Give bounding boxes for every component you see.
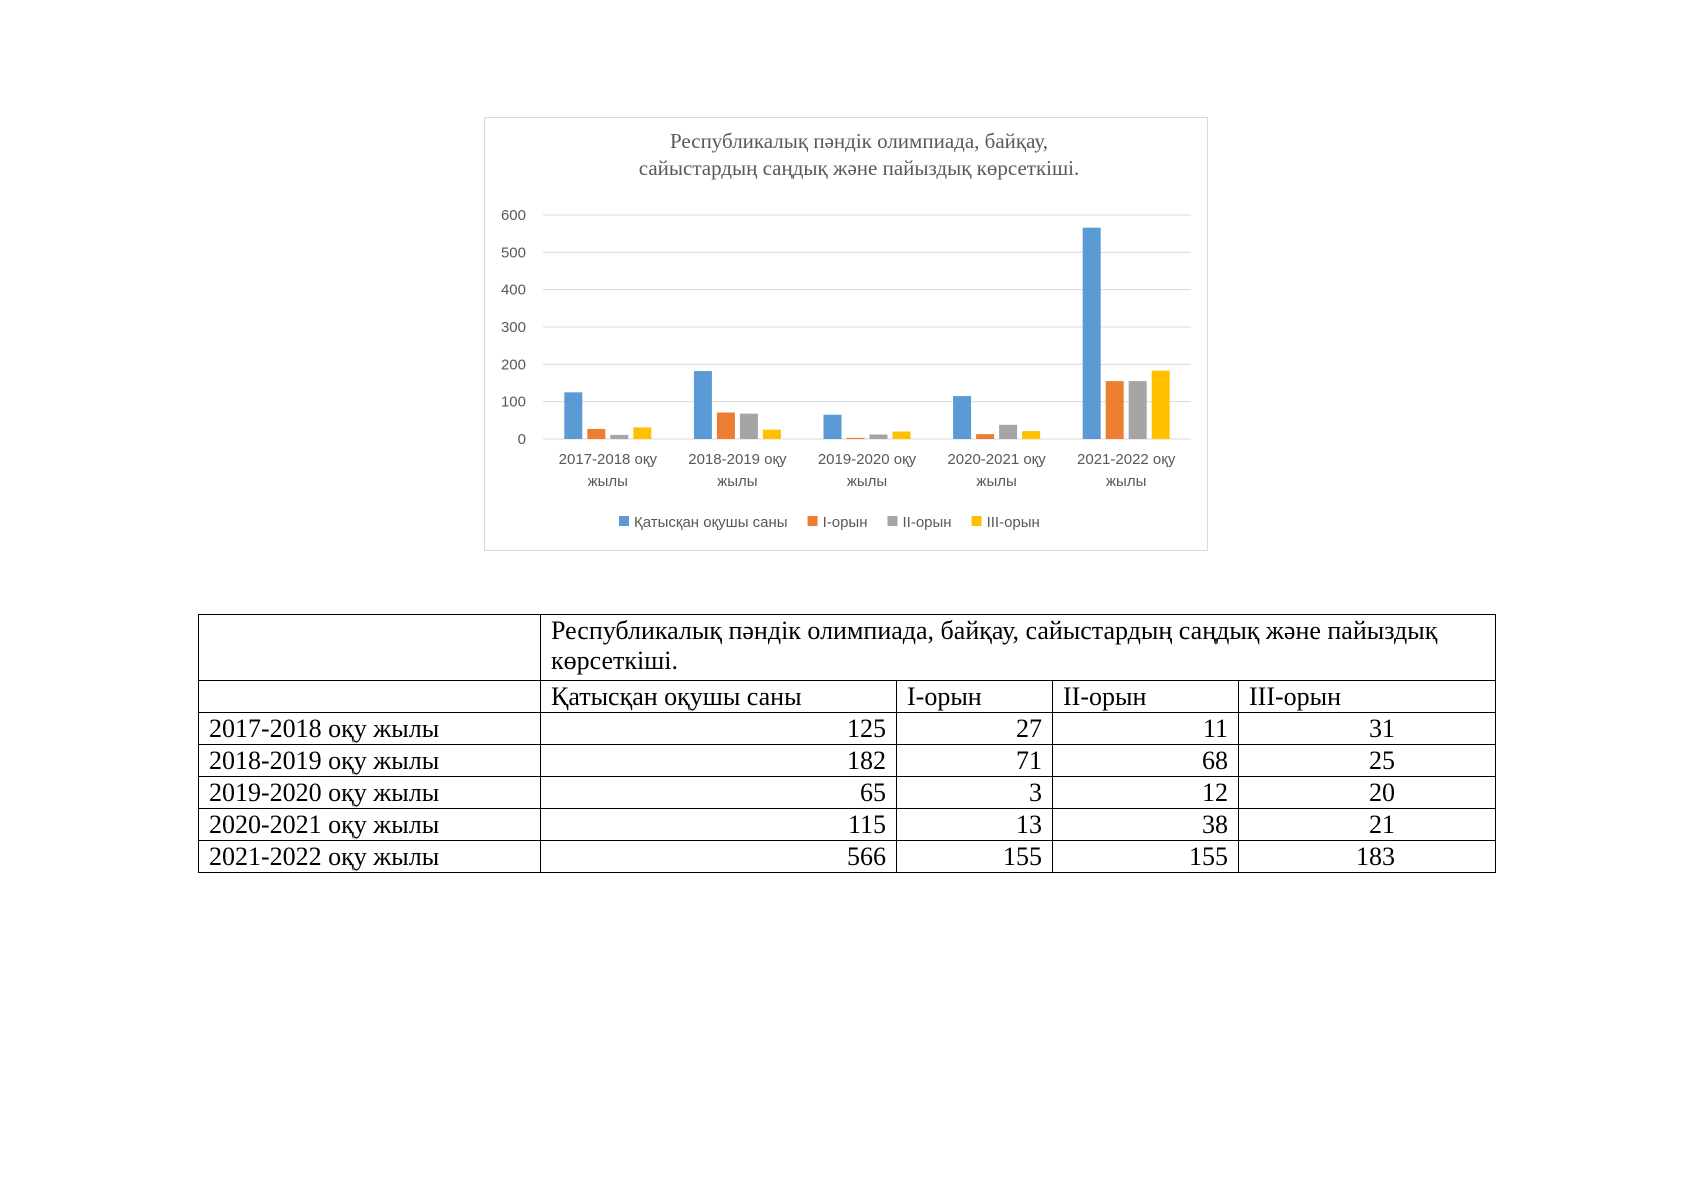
- cell-participants: 125: [541, 713, 897, 745]
- bar: [587, 429, 605, 439]
- legend-label: І-орын: [822, 514, 868, 531]
- table-row: [199, 713, 1496, 745]
- cell-third-place: 183: [1239, 841, 1496, 873]
- bar: [953, 396, 971, 439]
- header-second-place: ІІ-орын: [1053, 681, 1239, 713]
- table-title-row: [199, 615, 1496, 681]
- legend: [619, 514, 1040, 531]
- row-label: 2018-2019 оқу жылы: [199, 745, 541, 777]
- x-category-label: жылы: [976, 473, 1017, 490]
- bar: [847, 438, 865, 439]
- bar: [870, 435, 888, 439]
- x-category-label: 2018-2019 оқу: [688, 451, 787, 468]
- chart-title-line-1: Республикалық пәндік олимпиада, байқау,: [670, 129, 1048, 153]
- y-tick-label: 300: [500, 319, 526, 336]
- legend-swatch: [619, 516, 629, 526]
- table-header-empty: [199, 681, 541, 713]
- cell-first-place: 71: [897, 745, 1053, 777]
- row-label: 2020-2021 оқу жылы: [199, 809, 541, 841]
- table-row: [199, 777, 1496, 809]
- y-tick-label: 0: [517, 431, 526, 448]
- bar: [633, 427, 651, 439]
- cell-participants: 182: [541, 745, 897, 777]
- cell-first-place: 155: [897, 841, 1053, 873]
- bar: [824, 415, 842, 439]
- header-third-place: ІІІ-орын: [1239, 681, 1496, 713]
- header-participants: Қатысқан оқушы саны: [541, 681, 897, 713]
- cell-participants: 115: [541, 809, 897, 841]
- legend-swatch: [808, 516, 818, 526]
- bar: [1152, 371, 1170, 439]
- legend-label: Қатысқан оқушы саны: [634, 514, 788, 531]
- bar: [564, 392, 582, 439]
- bar: [893, 432, 911, 439]
- table-title: Республикалық пәндік олимпиада, байқау, сайыстардың саңдық және пайыздық көрсеткіші.: [541, 615, 1496, 681]
- bar: [694, 371, 712, 439]
- cell-second-place: 38: [1053, 809, 1239, 841]
- bar: [1083, 228, 1101, 439]
- cell-first-place: 27: [897, 713, 1053, 745]
- x-category-label: 2019-2020 оқу: [817, 451, 917, 468]
- table-row: [199, 841, 1496, 873]
- y-tick-label: 200: [500, 356, 526, 374]
- cell-second-place: 68: [1053, 745, 1239, 777]
- cell-first-place: 3: [897, 777, 1053, 809]
- cell-third-place: 25: [1239, 745, 1496, 777]
- bar: [1022, 431, 1040, 439]
- x-category-label: жылы: [1106, 473, 1147, 490]
- legend-swatch: [887, 516, 897, 526]
- y-tick-label: 100: [500, 393, 526, 411]
- x-category-label: 2021-2022 оқу: [1077, 451, 1176, 468]
- table-row: [199, 745, 1496, 777]
- header-first-place: І-орын: [897, 681, 1053, 713]
- chart-container: [484, 117, 1208, 551]
- y-tick-label: 600: [500, 207, 526, 224]
- cell-first-place: 13: [897, 809, 1053, 841]
- bar: [1106, 381, 1124, 439]
- y-axis-ticks: [501, 207, 526, 448]
- bar: [717, 412, 735, 439]
- cell-second-place: 155: [1053, 841, 1239, 873]
- bar: [610, 435, 628, 439]
- cell-second-place: 11: [1053, 713, 1239, 745]
- bar: [999, 425, 1017, 439]
- x-category-label: жылы: [717, 473, 758, 490]
- cell-participants: 566: [541, 841, 897, 873]
- cell-participants: 65: [541, 777, 897, 809]
- cell-third-place: 21: [1239, 809, 1496, 841]
- bar: [740, 414, 758, 439]
- legend-label: ІІ-орын: [902, 514, 952, 531]
- legend-label: ІІІ-орын: [986, 514, 1040, 531]
- cell-third-place: 20: [1239, 777, 1496, 809]
- bar: [1129, 381, 1147, 439]
- bar: [976, 434, 994, 439]
- row-label: 2021-2022 оқу жылы: [199, 841, 541, 873]
- cell-second-place: 12: [1053, 777, 1239, 809]
- legend-swatch: [972, 516, 982, 526]
- x-category-label: 2020-2021 оқу: [947, 451, 1046, 468]
- table-corner-cell: [199, 615, 541, 681]
- row-label: 2019-2020 оқу жылы: [199, 777, 541, 809]
- y-tick-label: 500: [500, 244, 526, 262]
- table-row: [199, 809, 1496, 841]
- bars: [564, 228, 1169, 439]
- bar: [763, 430, 781, 439]
- x-category-label: жылы: [587, 473, 628, 490]
- data-table: [198, 614, 1496, 873]
- chart-title-line-2: сайыстардың саңдық және пайыздық көрсеткіші.: [638, 156, 1080, 180]
- x-axis-categories: [559, 451, 1176, 490]
- row-label: 2017-2018 оқу жылы: [199, 713, 541, 745]
- y-tick-label: 400: [500, 281, 526, 299]
- x-category-label: 2017-2018 оқу: [558, 451, 657, 468]
- table-header-row: [199, 681, 1496, 713]
- x-category-label: жылы: [846, 473, 888, 490]
- cell-third-place: 31: [1239, 713, 1496, 745]
- bar-chart: [485, 118, 1207, 550]
